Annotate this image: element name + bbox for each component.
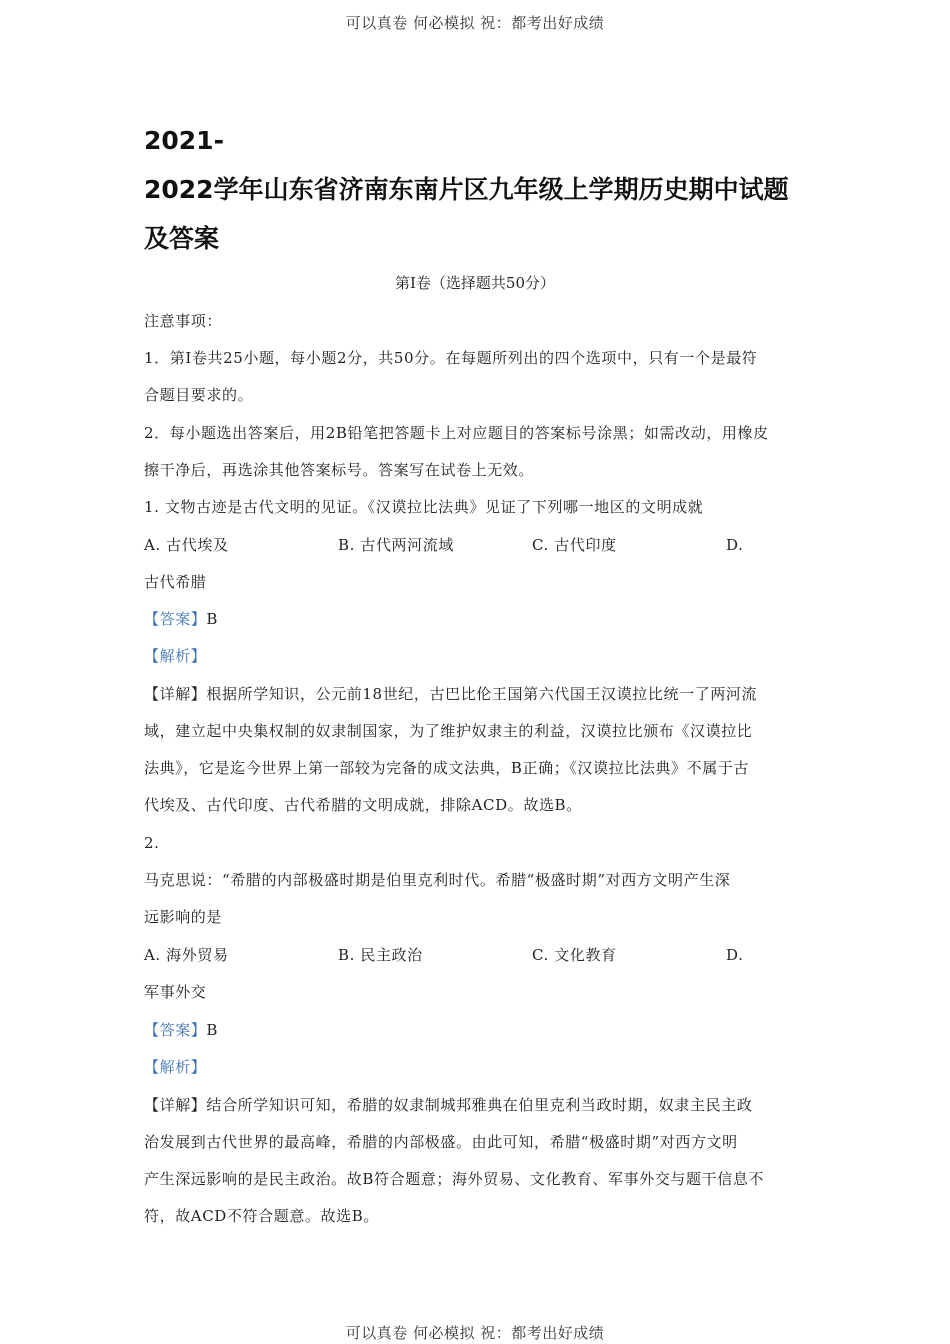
q1-option-a: A. 古代埃及 <box>144 536 229 554</box>
notes-heading: 注意事项： <box>144 312 223 330</box>
q2-option-a: A. 海外贸易 <box>144 946 229 964</box>
q2-option-c: C. 文化教育 <box>532 946 617 964</box>
notes-item-2-line-2: 擦干净后，再选涂其他答案标号。答案写在试卷上无效。 <box>144 461 535 479</box>
q2-answer-tag: 【答案】 <box>144 1021 207 1039</box>
page-header: 可以真卷 何必模拟 祝：都考出好成绩 <box>345 14 605 32</box>
q2-number: 2. <box>144 834 160 852</box>
q1-stem: 1. 文物古迹是古代文明的见证。《汉谟拉比法典》见证了下列哪一地区的文明成就 <box>144 498 704 516</box>
q1-detail-line-3: 法典》，它是迄今世界上第一部较为完备的成文法典，B正确；《汉谟拉比法典》不属于古 <box>144 759 750 777</box>
q2-stem-line-2: 远影响的是 <box>144 908 223 926</box>
q1-answer-tag: 【答案】 <box>144 610 207 628</box>
q2-detail-line-2: 治发展到古代世界的最高峰，希腊的内部极盛。由此可知，希腊“极盛时期”对西方文明 <box>144 1133 738 1151</box>
q2-analysis-tag: 【解析】 <box>144 1058 207 1076</box>
q2-stem-line-1: 马克思说：“希腊的内部极盛时期是伯里克利时代。希腊“极盛时期”对西方文明产生深 <box>144 871 731 889</box>
document-title-line-3: 及答案 <box>144 224 220 253</box>
q2-detail-line-4: 符，故ACD不符合题意。故选B。 <box>144 1207 379 1225</box>
q1-detail-line-2: 域，建立起中央集权制的奴隶制国家，为了维护奴隶主的利益，汉谟拉比颁布《汉谟拉比 <box>144 722 753 740</box>
q2-answer <box>144 1019 218 1041</box>
q1-option-c: C. 古代印度 <box>532 536 617 554</box>
q1-option-d-text: 古代希腊 <box>144 573 207 591</box>
q2-option-b: B. 民主政治 <box>338 946 423 964</box>
q2-answer-value: B <box>206 1021 219 1039</box>
page-footer: 可以真卷 何必模拟 祝：都考出好成绩 <box>345 1324 605 1342</box>
q1-option-b: B. 古代两河流域 <box>338 536 454 554</box>
notes-item-2-line-1: 2．每小题选出答案后，用2B铅笔把答题卡上对应题目的答案标号涂黑；如需改动，用橡皮 <box>144 424 769 442</box>
q2-option-d-text: 军事外交 <box>144 983 207 1001</box>
notes-item-1-line-2: 合题目要求的。 <box>144 386 254 404</box>
q2-detail-line-3: 产生深远影响的是民主政治。故B符合题意；海外贸易、文化教育、军事外交与题干信息不 <box>144 1170 765 1188</box>
document-title-line-1: 2021- <box>144 126 224 155</box>
q2-option-d-label: D. <box>726 946 744 964</box>
q1-detail-line-1: 【详解】根据所学知识，公元前18世纪，古巴比伦王国第六代国王汉谟拉比统一了两河流 <box>144 685 758 703</box>
q1-answer <box>144 608 218 630</box>
notes-item-1-line-1: 1．第Ⅰ卷共25小题，每小题2分，共50分。在每题所列出的四个选项中，只有一个是最符 <box>144 349 758 367</box>
q1-option-d-label: D. <box>726 536 744 554</box>
q1-analysis-tag: 【解析】 <box>144 647 207 665</box>
q1-answer-value: B <box>206 610 219 628</box>
q2-detail-line-1: 【详解】结合所学知识可知，希腊的奴隶制城邦雅典在伯里克利当政时期，奴隶主民主政 <box>144 1096 753 1114</box>
section-title: 第Ⅰ卷（选择题共50分） <box>394 274 555 292</box>
document-title-line-2: 2022学年山东省济南东南片区九年级上学期历史期中试题 <box>144 175 789 204</box>
q1-detail-line-4: 代埃及、古代印度、古代希腊的文明成就，排除ACD。故选B。 <box>144 796 582 814</box>
